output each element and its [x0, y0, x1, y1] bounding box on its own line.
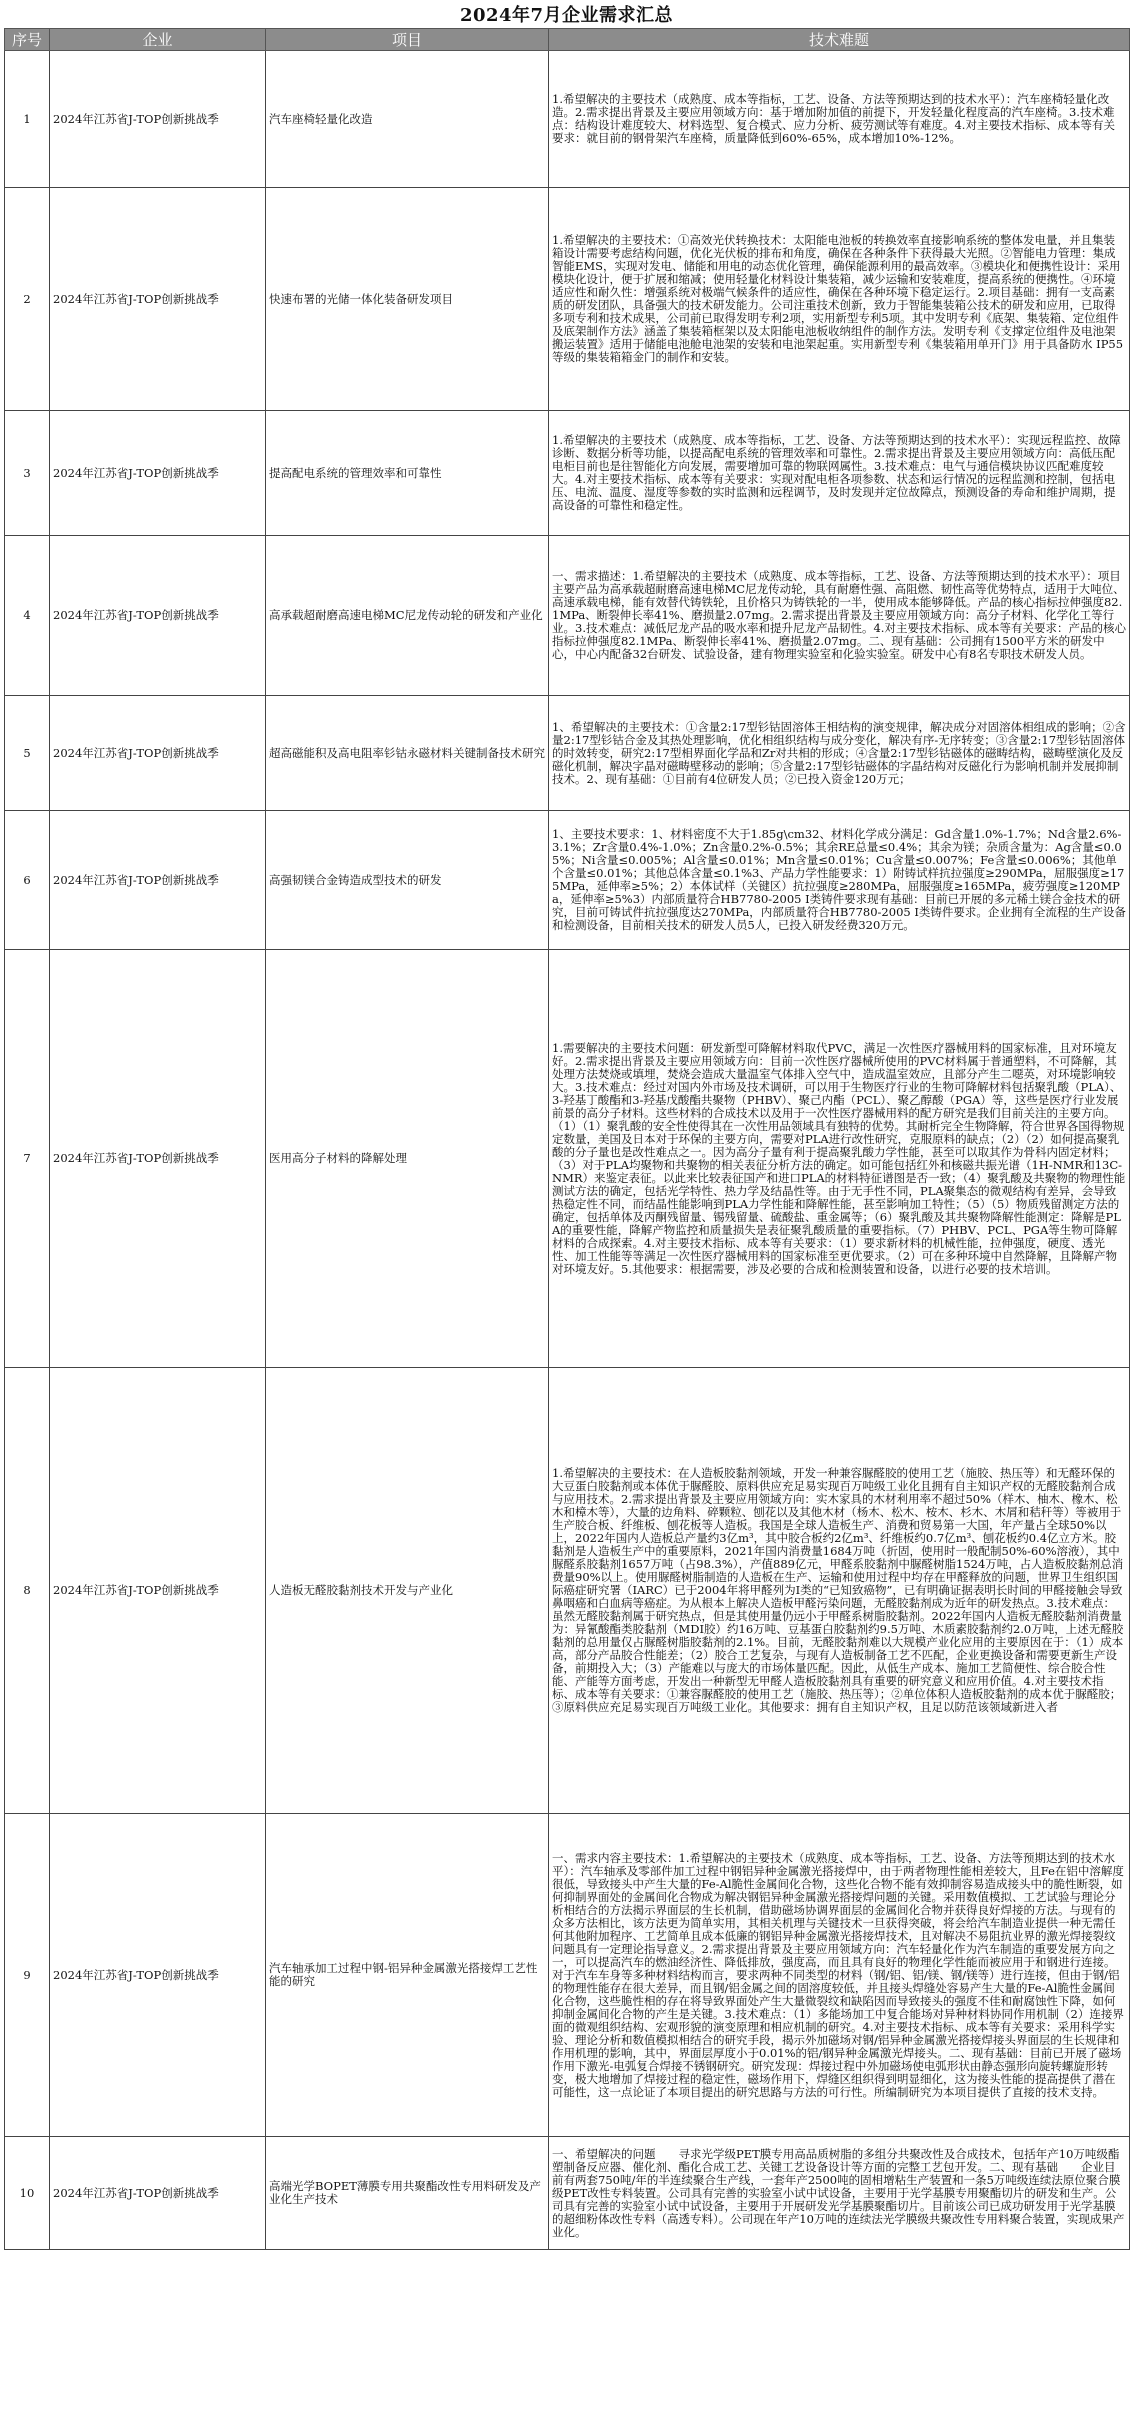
table-header-row: [5, 29, 1130, 51]
row-no: 3: [5, 411, 50, 536]
row-no: 7: [5, 950, 50, 1368]
row-enterprise: 2024年江苏省J-TOP创新挑战季: [50, 1368, 266, 1814]
row-project: 超高磁能积及高电阻率钐钴永磁材料关键制备技术研究: [266, 696, 549, 811]
table-row: [5, 696, 1130, 811]
header-no: 序号: [5, 29, 50, 51]
row-project: 提高配电系统的管理效率和可靠性: [266, 411, 549, 536]
row-no: 10: [5, 2137, 50, 2250]
header-project: 项目: [266, 29, 549, 51]
header-difficulty: 技术难题: [549, 29, 1130, 51]
table-row: [5, 950, 1130, 1368]
row-enterprise: 2024年江苏省J-TOP创新挑战季: [50, 411, 266, 536]
row-difficulty: 1、希望解决的主要技术：①含量2:17型钐钴固溶体王相结构的演变规律，解决成分对固溶体相组成的影响；②含量2:17型钐钴合金及其热处理影响，优化相组织结构与成分变化，解决有序-无序转变；③含量2:17型钐钴固溶体的时效转变，研究2:17型相界面化学品和Zr对共相的形成；④含量2:17型钐钴磁体的磁畴结构，磁畴壁演化及反磁化机制，解决字晶对磁畴壁移动的影响；⑤含量2:17型钐钴磁体的字晶结构对反磁化行为影响机制并发展抑制技术。2、现有基础：①目前有4位研发人员；②已投入资金120万元；: [549, 696, 1130, 811]
table-row: [5, 51, 1130, 188]
row-no: 1: [5, 51, 50, 188]
row-no: 9: [5, 1814, 50, 2137]
table-row: [5, 811, 1130, 950]
row-enterprise: 2024年江苏省J-TOP创新挑战季: [50, 1814, 266, 2137]
table-row: [5, 1814, 1130, 2137]
row-difficulty: 1.希望解决的主要技术（成熟度、成本等指标，工艺、设备、方法等预期达到的技术水平）：汽车座椅轻量化改造。2.需求提出背景及主要应用领域方向：基于增加附加值的前提下，开发轻量化程度高的汽车座椅。3.技术难点：结构设计难度较大、材料选型、复合模式、应力分析、疲劳测试等有难度。4.对主要技术指标、成本等有关要求：就目前的钢骨架汽车座椅，质量降低到60%-65%，成本增加10%-12%。: [549, 51, 1130, 188]
row-project: 高强韧镁合金铸造成型技术的研发: [266, 811, 549, 950]
row-enterprise: 2024年江苏省J-TOP创新挑战季: [50, 536, 266, 696]
row-enterprise: 2024年江苏省J-TOP创新挑战季: [50, 811, 266, 950]
row-no: 8: [5, 1368, 50, 1814]
row-difficulty: 1.希望解决的主要技术（成熟度、成本等指标，工艺、设备、方法等预期达到的技术水平）：实现远程监控、故障诊断、数据分析等功能，以提高配电系统的管理效率和可靠性。2.需求提出背景及主要应用领域方向：高低压配电柜目前也是往智能化方向发展，需要增加可靠的物联网属性。3.技术难点：电气与通信模块协议匹配难度较大。4.对主要技术指标、成本等有关要求：实现对配电柜各项参数、状态和运行情况的远程监测和控制，包括电压、电流、温度、湿度等参数的实时监测和远程调节，及时发现并定位故障点，预测设备的寿命和维护周期，提高设备的可靠性和稳定性。: [549, 411, 1130, 536]
row-project: 医用高分子材料的降解处理: [266, 950, 549, 1368]
table-row: [5, 536, 1130, 696]
table-row: [5, 1368, 1130, 1814]
row-no: 6: [5, 811, 50, 950]
row-difficulty: 1、主要技术要求：1、材料密度不大于1.85g\cm32、材料化学成分满足：Gd含量1.0%-1.7%；Nd含量2.6%-3.1%；Zr含量0.4%-1.0%；Zn含量0.2%-0.5%；其余RE总量≤0.4%；其余为镁；杂质含量为：Ag含量≤0.05%；Ni含量≤0.005%；Al含量≤0.01%；Mn含量≤0.01%；Cu含量≤0.007%；Fe含量≤0.006%；其他单个含量≤0.01%；其他总体含量≤0.1%3、产品力学性能要求：1）附铸试样抗拉强度≥290MPa，屈服强度≥175MPa，延伸率≥5%；2）本体试样（关键区）抗拉强度≥280MPa，屈服强度≥165MPa，疲劳强度≥120MPa，延伸率≥5%3）内部质量符合HB7780-2005 Ⅰ类铸件要求现有基础：目前已开展的多元稀土镁合金技术的研究，目前可铸试件抗拉强度达270MPa，内部质量符合HB7780-2005 Ⅰ类铸件要求。企业拥有全流程的生产设备和检测设备，目前相关技术的研发人员5人，已投入研发经费320万元。: [549, 811, 1130, 950]
row-enterprise: 2024年江苏省J-TOP创新挑战季: [50, 950, 266, 1368]
row-project: 高端光学BOPET薄膜专用共聚酯改性专用料研发及产业化生产技术: [266, 2137, 549, 2250]
row-project: 汽车轴承加工过程中钢-铝异种金属激光搭接焊工艺性能的研究: [266, 1814, 549, 2137]
row-no: 4: [5, 536, 50, 696]
row-enterprise: 2024年江苏省J-TOP创新挑战季: [50, 188, 266, 411]
row-enterprise: 2024年江苏省J-TOP创新挑战季: [50, 2137, 266, 2250]
page-title: 2024年7月企业需求汇总: [459, 5, 674, 26]
row-project: 快速布署的光储一体化装备研发项目: [266, 188, 549, 411]
row-project: 人造板无醛胶黏剂技术开发与产业化: [266, 1368, 549, 1814]
row-project: 高承载超耐磨高速电梯MC尼龙传动轮的研发和产业化: [266, 536, 549, 696]
row-difficulty: 1.希望解决的主要技术：①高效光伏转换技术：太阳能电池板的转换效率直接影响系统的整体发电量，并且集装箱设计需要考虑结构问题，优化光伏板的排布和角度，确保在各种条件下获得最大光照。②智能电力管理：集成智能EMS，实现对发电、储能和用电的动态优化管理，确保能源利用的最高效率。③模块化和便携性设计：采用模块化设计，便于扩展和缩减；使用轻量化材料设计集装箱，减少运输和安装难度，提高系统的便携性。④环境适应性和耐久性：增强系统对极端气候条件的适应性，确保在各种环境下稳定运行。2.项目基础：拥有一支高素质的研发团队，具备强大的技术研发能力。公司注重技术创新，致力于智能集装箱公技术的研发和应用，已取得多项专利和技术成果，公司前已取得发明专利2项，实用新型专利5项。其中发明专利《底架、集装箱、定位组件及底架制作方法》涵盖了集装箱框架以及太阳能电池板收纳组件的制作方法。发明专利《支撑定位组件及电池架搬运装置》适用于储能电池舱电池架的安装和电池架起重。实用新型专利《集装箱用单开门》用于具备防水 IP55 等级的集装箱箱金门的制作和安装。: [549, 188, 1130, 411]
table-row: [5, 2137, 1130, 2250]
row-difficulty: 一、需求内容主要技术：1.希望解决的主要技术（成熟度、成本等指标，工艺、设备、方法等预期达到的技术水平）：汽车轴承及零部件加工过程中钢铝异种金属激光搭接焊中，由于两者物理性能相差较大，且Fe在铝中溶解度很低，导致接头中产生大量的Fe-Al脆性金属间化合物，这些化合物不能有效抑制容易造成接头中的脆性断裂，如何抑制界面处的金属间化合物成为解决钢铝异种金属激光搭接焊问题的关键。采用数值模拟、工艺试验与理论分析相结合的方法揭示界面层的生长机制，借助磁场协调界面层的金属间化合物并获得良好焊接的方法。与现有的众多方法相比，该方法更为简单实用，其相关机理与关键技术一旦获得突破，将会给汽车制造业提供一种无需任何其他附加程序、工艺简单且成本低廉的钢铝异种金属激光搭接焊技术，且对解决不易阻抗业界的激光焊接裂纹问题具有一定理论指导意义。2.需求提出背景及主要应用领域方向：汽车轻量化作为汽车制造的重要发展方向之一，可以提高汽车的燃油经济性、降低排放，强度高，而且具有良好的物理化学性能而被应用于和钢进行连接。对于汽车车身等多种材料结构而言，要求两种不同类型的材料（钢/铝、铝/镁、钢/镁等）进行连接，但由于钢/铝的物理性能存在很大差异，而且钢/铝金属之间的固溶度较低，并且接头焊缝处容易产生大量的Fe-Al脆性金属间化合物，这些脆性相的存在将导致界面处产生大量微裂纹和缺陷因而导致接头的强度不佳和耐腐蚀性下降，如何抑制金属间化合物的产生是关键。3.技术难点：（1）多能场加工中复合能场对异种材料协同作用机制（2）连接界面的微观组织结构、宏观形貌的演变原理和相应机制的研究。4.对主要技术指标、成本等有关要求：采用科学实验、理论分析和数值模拟相结合的研究手段，揭示外加磁场对钢/铝异种金属激光搭接焊接头界面层的生长规律和作用机理的影响，其中，界面层厚度小于0.01%的铝/钢异种金属激光焊接头。二、现有基础：目前已开展了磁场作用下激光-电弧复合焊接不锈钢研究。研究发现：焊接过程中外加磁场使电弧形状由静态强形向旋转螺旋形转变，极大地增加了焊接过程的稳定性，磁场作用下，焊缝区组织得到明显细化，这为接头性能的提高提供了潜在可能性，这一点论证了本项目提出的研究思路与方法的可行性。所编制研究为本项目提供了直接的技术支持。: [549, 1814, 1130, 2137]
row-difficulty: 一、需求描述：1.希望解决的主要技术（成熟度、成本等指标，工艺、设备、方法等预期达到的技术水平）：项目主要产品为高承载超耐磨高速电梯MC尼龙传动轮，具有耐磨性强、高阻燃、韧性高等优势特点，适用于大吨位、高速承载电梯，能有效替代铸铁轮，且价格只为铸铁轮的一半，使用成本能够降低。产品的核心指标拉伸强度82.1MPa、断裂伸长率41%、磨损量2.07mg。2.需求提出背景及主要应用领域方向：高分子材料、化学化工等行业。3.技术难点：减低尼龙产品的吸水率和提升尼龙产品韧性。4.对主要技术指标、成本等有关要求：产品的核心指标拉伸强度82.1MPa、断裂伸长率41%、磨损量2.07mg。二、现有基础：公司拥有1500平方米的研发中心，中心内配备32台研发、试验设备，建有物理实验室和化验实验室。研发中心有8名专职技术研发人员。: [549, 536, 1130, 696]
row-difficulty: 1.需要解决的主要技术问题：研发新型可降解材料取代PVC，满足一次性医疗器械用料的国家标准，且对环境友好。2.需求提出背景及主要应用领域方向：目前一次性医疗器械所使用的PVC材料属于普通塑料，不可降解，其处理方法焚烧或填埋，焚烧会造成大量温室气体排入空气中，造成温室效应，且部分产生二噁英，对环境影响较大。3.技术难点：经过对国内外市场及技术调研，可以用于生物医疗行业的生物可降解材料包括聚乳酸（PLA）、3-羟基丁酸酯和3-羟基戊酸酯共聚物（PHBV）、聚己内酯（PCL）、聚乙醇酸（PGA）等，这些是医疗行业发展前景的高分子材料。这些材料的合成技术以及用于一次性医疗器械用料的配方研究是我们目前关注的主要方向。（1）（1）聚乳酸的安全性使得其在一次性用品领域具有独特的优势。其耐析完全生物降解，符合世界各国得物规定数量，美国及日本对于环保的主要方向，需要对PLA进行改性研究，克服原料的缺点；（2）（2）如何提高聚乳酸的分子量也是改性难点之一。因为高分子量有利于提高聚乳酸力学性能，甚至可以取其作为骨科内固定材料；（3）对于PLA均聚物和共聚物的相关表征分析方法的确定。如可能包括红外和核磁共振光谱（1H-NMR和13C-NMR）来鉴定表征。以此来比较表征国产和进口PLA的材料特征谱图是否一致；（4）聚乳酸及共聚物的物理性能测试方法的确定，包括光学特性、热力学及结晶性等。由于无手性不同，PLA聚集态的微观结构有差异，会导致热稳定性不同，而结晶性能影响到PLA力学性能和降解性能，甚至影响加工特性；（5）（5）物质残留测定方法的确定，包括单体及丙酮残留量、锡残留量、硫酸盐、重金属等；（6）聚乳酸及其共聚物降解性能测定：降解是PLA的重要性能，降解产物监控和质量损失是表征聚乳酸质量的重要指标。（7）PHBV、PCL、PGA等生物可降解材料的合成探索。4.对主要技术指标、成本等有关要求：（1）要求新材料的机械性能，拉伸强度，硬度、透光性、加工性能等等满足一次性医疗器械用料的国家标准至更优要求。（2）可在多种环境中自然降解，且降解产物对环境友好。5.其他要求：根据需要，涉及必要的合成和检测装置和设备，以进行必要的技术培训。: [549, 950, 1130, 1368]
header-enterprise: 企业: [50, 29, 266, 51]
table-row: [5, 411, 1130, 536]
row-enterprise: 2024年江苏省J-TOP创新挑战季: [50, 696, 266, 811]
row-enterprise: 2024年江苏省J-TOP创新挑战季: [50, 51, 266, 188]
row-no: 2: [5, 188, 50, 411]
row-difficulty: 一、希望解决的问题 寻求光学级PET膜专用高品质树脂的多组分共聚改性及合成技术，包括年产10万吨级酯塑制备反应器、催化剂、酯化合成工艺、关键工艺设备设计等方面的完整工艺包开发。二、现有基础 企业目前有两套750吨/年的半连续聚合生产线，一套年产2500吨的固相增粘生产装置和一条5万吨级连续法原位聚合膜级PET改性专料装置。公司具有完善的实验室小试中试设备，主要用于光学基膜专用聚酯切片的研发和生产。公司具有完善的实验室小试中试设备，主要用于开展研发光学基膜聚酯切片。目前该公司已成功研发用于光学基膜的超细粉体改性专料（高透专料）。公司现在年产10万吨的连续法光学膜级共聚改性专用料聚合装置，实现成果产业化。: [549, 2137, 1130, 2250]
requirements-table: [4, 28, 1130, 2250]
row-project: 汽车座椅轻量化改造: [266, 51, 549, 188]
row-no: 5: [5, 696, 50, 811]
table-row: [5, 188, 1130, 411]
row-difficulty: 1.希望解决的主要技术：在人造板胶黏剂领域，开发一种兼容脲醛胶的使用工艺（施胶、热压等）和无醛环保的大豆蛋白胶黏剂或本体优于脲醛胶、原料供应充足易实现百万吨级工业化且拥有自主知识产权的无醛胶黏剂合成与应用技术。2.需求提出背景及主要应用领域方向：实木家具的木材利用率不超过50%（样木、柚木、橡木、松木和樟木等），大量的边角料、碎颗粒、刨花以及其他木材（杨木、松木、桉木、杉木、木屑和秸秆等）等被用于生产胶合板、纤维板、刨花板等人造板。我国是全球人造板生产、消费和贸易第一大国，年产量占全球50%以上，2022年国内人造板总产量约3亿m³，其中胶合板约2亿m³、纤维板约0.7亿m³、刨花板约0.4亿立方米。胶黏剂是人造板生产中的重要原料，2021年国内消费量1684万吨（折固，使用时一般配制50%-60%溶液），其中脲醛系胶黏剂1657万吨（占98.3%），产值889亿元，甲醛系胶黏剂中脲醛树脂1524万吨，占人造板胶黏剂总消费量90%以上。使用脲醛树脂制造的人造板在生产、运输和使用过程中均存在甲醛释放的问题，世界卫生组织国际癌症研究署（IARC）已于2004年将甲醛列为Ⅰ类的“已知致癌物”，已有明确证据表明长时间的甲醛接触会导致鼻咽癌和白血病等癌症。为从根本上解决人造板甲醛污染问题，无醛胶黏剂成为近年的研发热点。3.技术难点：虽然无醛胶黏剂属于研究热点，但是其使用量仍远小于甲醛系树脂胶黏剂。2022年国内人造板无醛胶黏剂消费量为：异氰酸酯类胶黏剂（MDI胶）约16万吨、豆基蛋白胶黏剂约9.5万吨、木质素胶黏剂约2.0万吨，上述无醛胶黏剂的总用量仅占脲醛树脂胶黏剂的2.1%。目前，无醛胶黏剂难以大规模产业化应用的主要原因在于：（1）成本高，部分产品胶合性能差；（2）胶合工艺复杂，与现有人造板制备工艺不匹配，企业更换设备和需要更新生产设备，前期投入大；（3）产能难以与庞大的市场体量匹配。因此，从低生产成本、施加工艺简便性、综合胶合性能、产能等方面考虑，开发出一种新型无甲醛人造板胶黏剂具有重要的研究意义和应用价值。4.对主要技术指标、成本等有关要求：①兼容脲醛胶的使用工艺（施胶、热压等）；②单位体积人造板胶黏剂的成本优于脲醛胶；③原料供应充足易实现百万吨级工业化。其他要求：拥有自主知识产权，且足以防范该领域新进入者: [549, 1368, 1130, 1814]
